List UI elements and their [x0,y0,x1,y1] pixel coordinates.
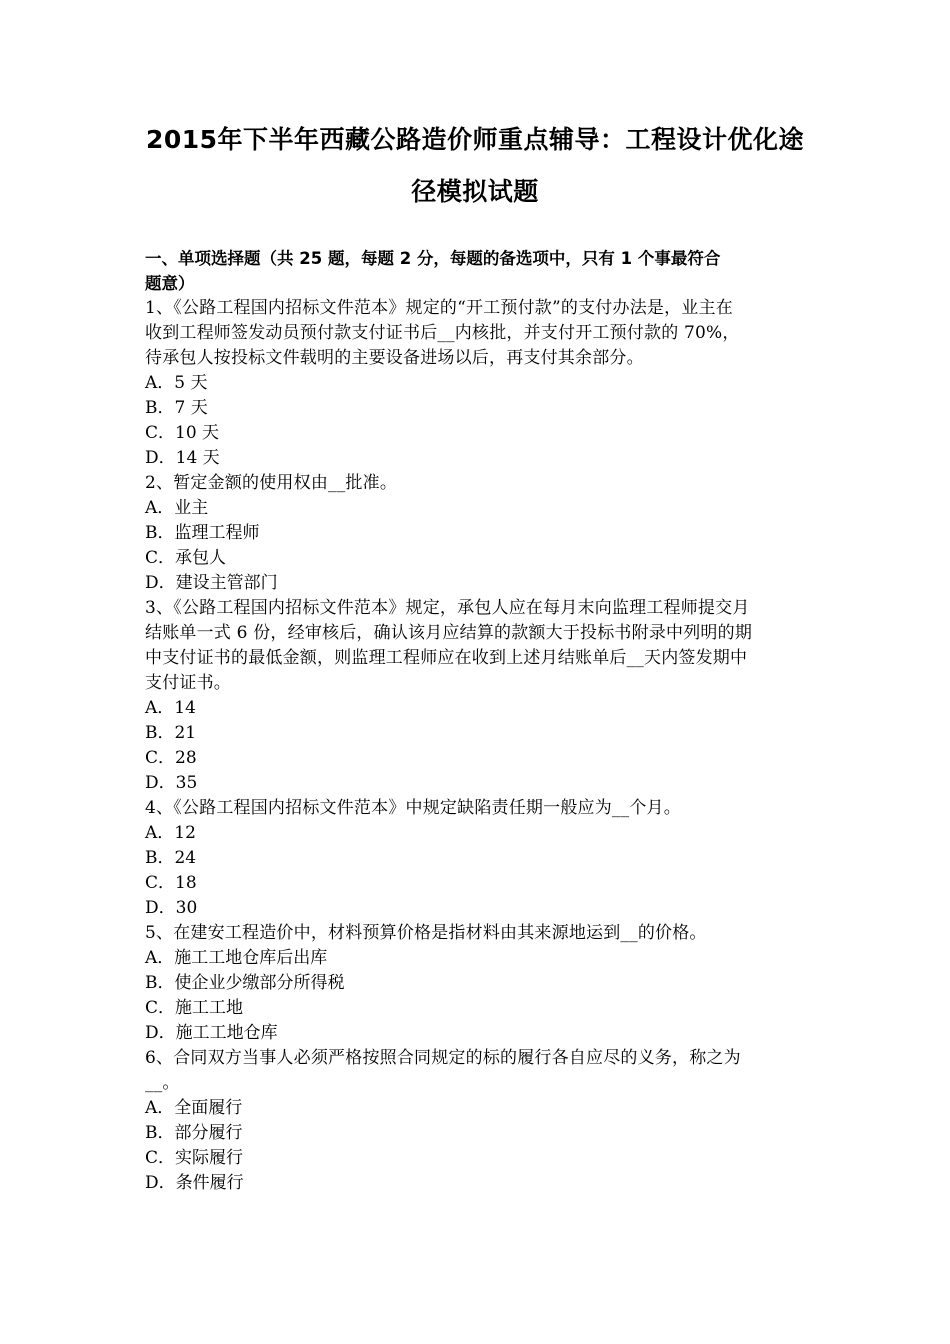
question-stem [145,1046,815,1096]
question-stem-line: 6、合同双方当事人必须严格按照合同规定的标的履行各自应尽的义务，称之为 [145,1048,741,1068]
document-body [145,247,815,1196]
option-c: C．28 [145,748,197,768]
option-d: D．建设主管部门 [145,573,278,593]
option-d: D．30 [145,898,198,918]
question-stem-line: 收到工程师签发动员预付款支付证书后__内核批，并支付开工预付款的 70%， [145,323,740,343]
option-b: B．24 [145,848,197,868]
question-stem-line: 中支付证书的最低金额，则监理工程师应在收到上述月结账单后__天内签发期中 [145,648,748,668]
option-d: D．14 天 [145,448,220,468]
section-heading-line-1: 一、单项选择题（共 25 题，每题 2 分，每题的备选项中，只有 1 个事最符合 [145,249,721,268]
question-stem-line: 支付证书。 [145,673,231,693]
question-stem-line: 4、《公路工程国内招标文件范本》中规定缺陷责任期一般应为__个月。 [145,798,681,818]
option-b: B．部分履行 [145,1123,243,1143]
question-stem-line: 待承包人按投标文件载明的主要设备进场以后，再支付其余部分。 [145,348,644,368]
option-d: D．施工工地仓库 [145,1023,278,1043]
option-a: A．全面履行 [145,1098,243,1118]
option-c: C．18 [145,873,197,893]
option-c: C．施工工地 [145,998,244,1018]
question-4 [145,796,815,921]
document-title-line-2: 径模拟试题 [411,177,539,206]
question-3 [145,596,815,796]
option-c: C．承包人 [145,548,227,568]
question-stem [145,596,815,696]
question-stem-line: 结账单一式 6 份，经审核后，确认该月应结算的款额大于投标书附录中列明的期 [145,623,753,643]
option-d: D．条件履行 [145,1173,244,1193]
option-a: A．业主 [145,498,209,518]
option-b: B．7 天 [145,398,208,418]
question-6 [145,1046,815,1196]
section-heading [145,247,815,296]
option-a: A．5 天 [145,373,208,393]
section-heading-line-2: 题意） [145,273,195,293]
question-stem-line: 5、在建安工程造价中，材料预算价格是指材料由其来源地运到__的价格。 [145,923,707,943]
document-title-line-1: 2015年下半年西藏公路造价师重点辅导：工程设计优化途 [145,125,805,154]
question-5 [145,921,815,1046]
question-2 [145,471,815,596]
option-c: C．实际履行 [145,1148,244,1168]
question-stem-line: 2、暂定金额的使用权由__批准。 [145,473,398,493]
question-stem [145,471,815,496]
question-stem [145,296,815,371]
question-stem-line: 1、《公路工程国内招标文件范本》规定的“开工预付款”的支付办法是，业主在 [145,298,733,318]
option-a: A．12 [145,823,196,843]
question-stem [145,921,815,946]
option-a: A．施工工地仓库后出库 [145,948,328,968]
question-stem [145,796,815,821]
question-1 [145,296,815,471]
option-b: B．使企业少缴部分所得税 [145,973,345,993]
option-d: D．35 [145,773,198,793]
option-b: B．21 [145,723,197,743]
question-stem-line: __。 [145,1073,180,1093]
option-b: B．监理工程师 [145,523,260,543]
question-stem-line: 3、《公路工程国内招标文件范本》规定，承包人应在每月末向监理工程师提交月 [145,598,750,618]
option-c: C．10 天 [145,423,220,443]
option-a: A．14 [145,698,196,718]
